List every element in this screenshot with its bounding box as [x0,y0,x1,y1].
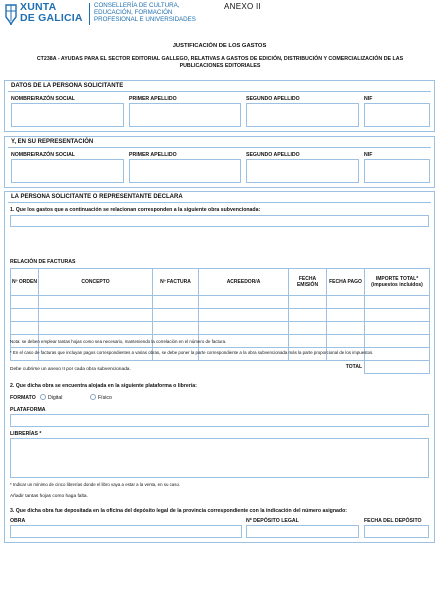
document-subtitle: CT238A - AYUDAS PARA EL SECTOR EDITORIAL GALLEGO, RELATIVAS A GASTOS DE EDICIÓN, DISTRIBUCIÓN Y COMERCIALIZACIÓN DE LAS PUBLICACIONES EDITORIALES [36,56,404,69]
total-value-field[interactable] [365,361,430,374]
work-label: OBRA [10,518,26,524]
field-label: PRIMER APELLIDO [129,96,177,102]
table-row[interactable] [11,309,430,322]
format-physical-radio[interactable] [90,394,96,400]
section-title: DATOS DE LA PERSONA SOLICITANTE [11,83,124,89]
format-physical-label: Físico [98,395,112,401]
note-multiple-works: * En el caso de facturas que incluyan pagos correspondientes a varias obras, se debe poner la parte correspondiente a la obra subvencionada más la parte proporcional de los impuestos. [10,350,374,355]
column-header: ACREEDOR/A [199,269,289,296]
document-title: JUSTIFICACIÓN DE LOS GASTOS [172,43,267,49]
question-2: 2. Que dicha obra se encuentra alojada en la siguiente plataforma o librería: [10,383,197,389]
invoices-table [10,268,430,374]
header-divider [89,3,90,25]
logo-line-2: DE GALICIA [20,12,83,24]
column-header: CONCEPTO [39,269,153,296]
column-header: FECHA EMISIÓN [289,269,327,296]
section-title: LA PERSONA SOLICITANTE O REPRESENTANTE DECLARA [11,194,183,200]
section-divider [8,91,431,92]
applicant-section [4,80,435,132]
field-label: NIF [364,152,373,158]
bookstores-field[interactable] [10,438,429,478]
column-header: Nº ORDEN [11,269,39,296]
field-label: SEGUNDO APELLIDO [246,96,300,102]
total-label: TOTAL [345,364,362,371]
bookstores-label: LIBRERÍAS * [10,431,42,437]
section-title: Y, EN SU REPRESENTACIÓN [11,139,94,145]
department-name [94,2,196,23]
table-header-row [11,269,430,296]
legal-deposit-label: Nº DEPÓSITO LEGAL [246,518,299,524]
column-header: FECHA PAGO [327,269,365,296]
field-label: NIF [364,96,373,102]
question-3: 3. Que dicha obra fue depositada en la oficina del depósito legal de la provincia correspondiente con la indicación del número asignado: [10,508,347,514]
column-header: Nº FACTURA [153,269,199,296]
section-divider [8,202,431,203]
note-bookstores-minimum: * Indicar un mínimo de cinco librerías donde el libro vaya a estar a la venta, en su caso. [10,482,181,487]
applicant-nif-field[interactable] [364,103,430,127]
format-label: FORMATO [10,395,36,401]
representative-first-surname-field[interactable] [129,159,241,183]
representative-second-surname-field[interactable] [246,159,359,183]
representative-name-field[interactable] [11,159,124,183]
question-1: 1. Que los gastos que a continuación se relacionan corresponden a la siguiente obra subvencionada: [10,207,261,213]
field-label: NOMBRE/RAZÓN SOCIAL [11,96,75,102]
annex-label: ANEXO II [224,2,262,11]
note-add-sheets: Añadir tantas hojas como haga falta. [10,494,88,499]
table-row[interactable] [11,296,430,309]
column-header: IMPORTE TOTAL* (impuestos incluidos) [365,269,430,296]
representative-nif-field[interactable] [364,159,430,183]
xunta-logo-text [20,2,83,24]
platform-label: PLATAFORMA [10,407,46,413]
representative-section [4,136,435,188]
xunta-logo-icon [4,3,18,27]
deposit-date-field[interactable] [364,525,429,538]
field-label: PRIMER APELLIDO [129,152,177,158]
format-digital-radio[interactable] [40,394,46,400]
platform-field[interactable] [10,414,429,427]
field-label: SEGUNDO APELLIDO [246,152,300,158]
department-line-2: EDUCACIÓN, FORMACIÓN [94,9,173,16]
logo-line-1: XUNTA [20,1,57,13]
applicant-name-field[interactable] [11,103,124,127]
work-field[interactable] [10,525,242,538]
department-line-1: CONSELLERÍA DE CULTURA, [94,2,180,9]
table-row[interactable] [11,322,430,335]
note-one-annex: Debe cubrirse un anexo II por cada obra subvencionada. [10,367,131,372]
deposit-date-label: FECHA DEL DEPÓSITO [364,518,422,524]
legal-deposit-field[interactable] [246,525,359,538]
note-correlation: Nota: se deben emplear tantas hojas como sea necesario, manteniendo la correlación en el número de factura. [10,339,227,344]
section-divider [8,147,431,148]
invoices-title: RELACIÓN DE FACTURAS [10,259,76,265]
format-digital-label: Digital [48,395,63,401]
applicant-first-surname-field[interactable] [129,103,241,127]
subsidized-work-field[interactable] [10,215,429,227]
applicant-second-surname-field[interactable] [246,103,359,127]
department-line-3: PROFESIONAL E UNIVERSIDADES [94,16,196,23]
field-label: NOMBRE/RAZÓN SOCIAL [11,152,75,158]
